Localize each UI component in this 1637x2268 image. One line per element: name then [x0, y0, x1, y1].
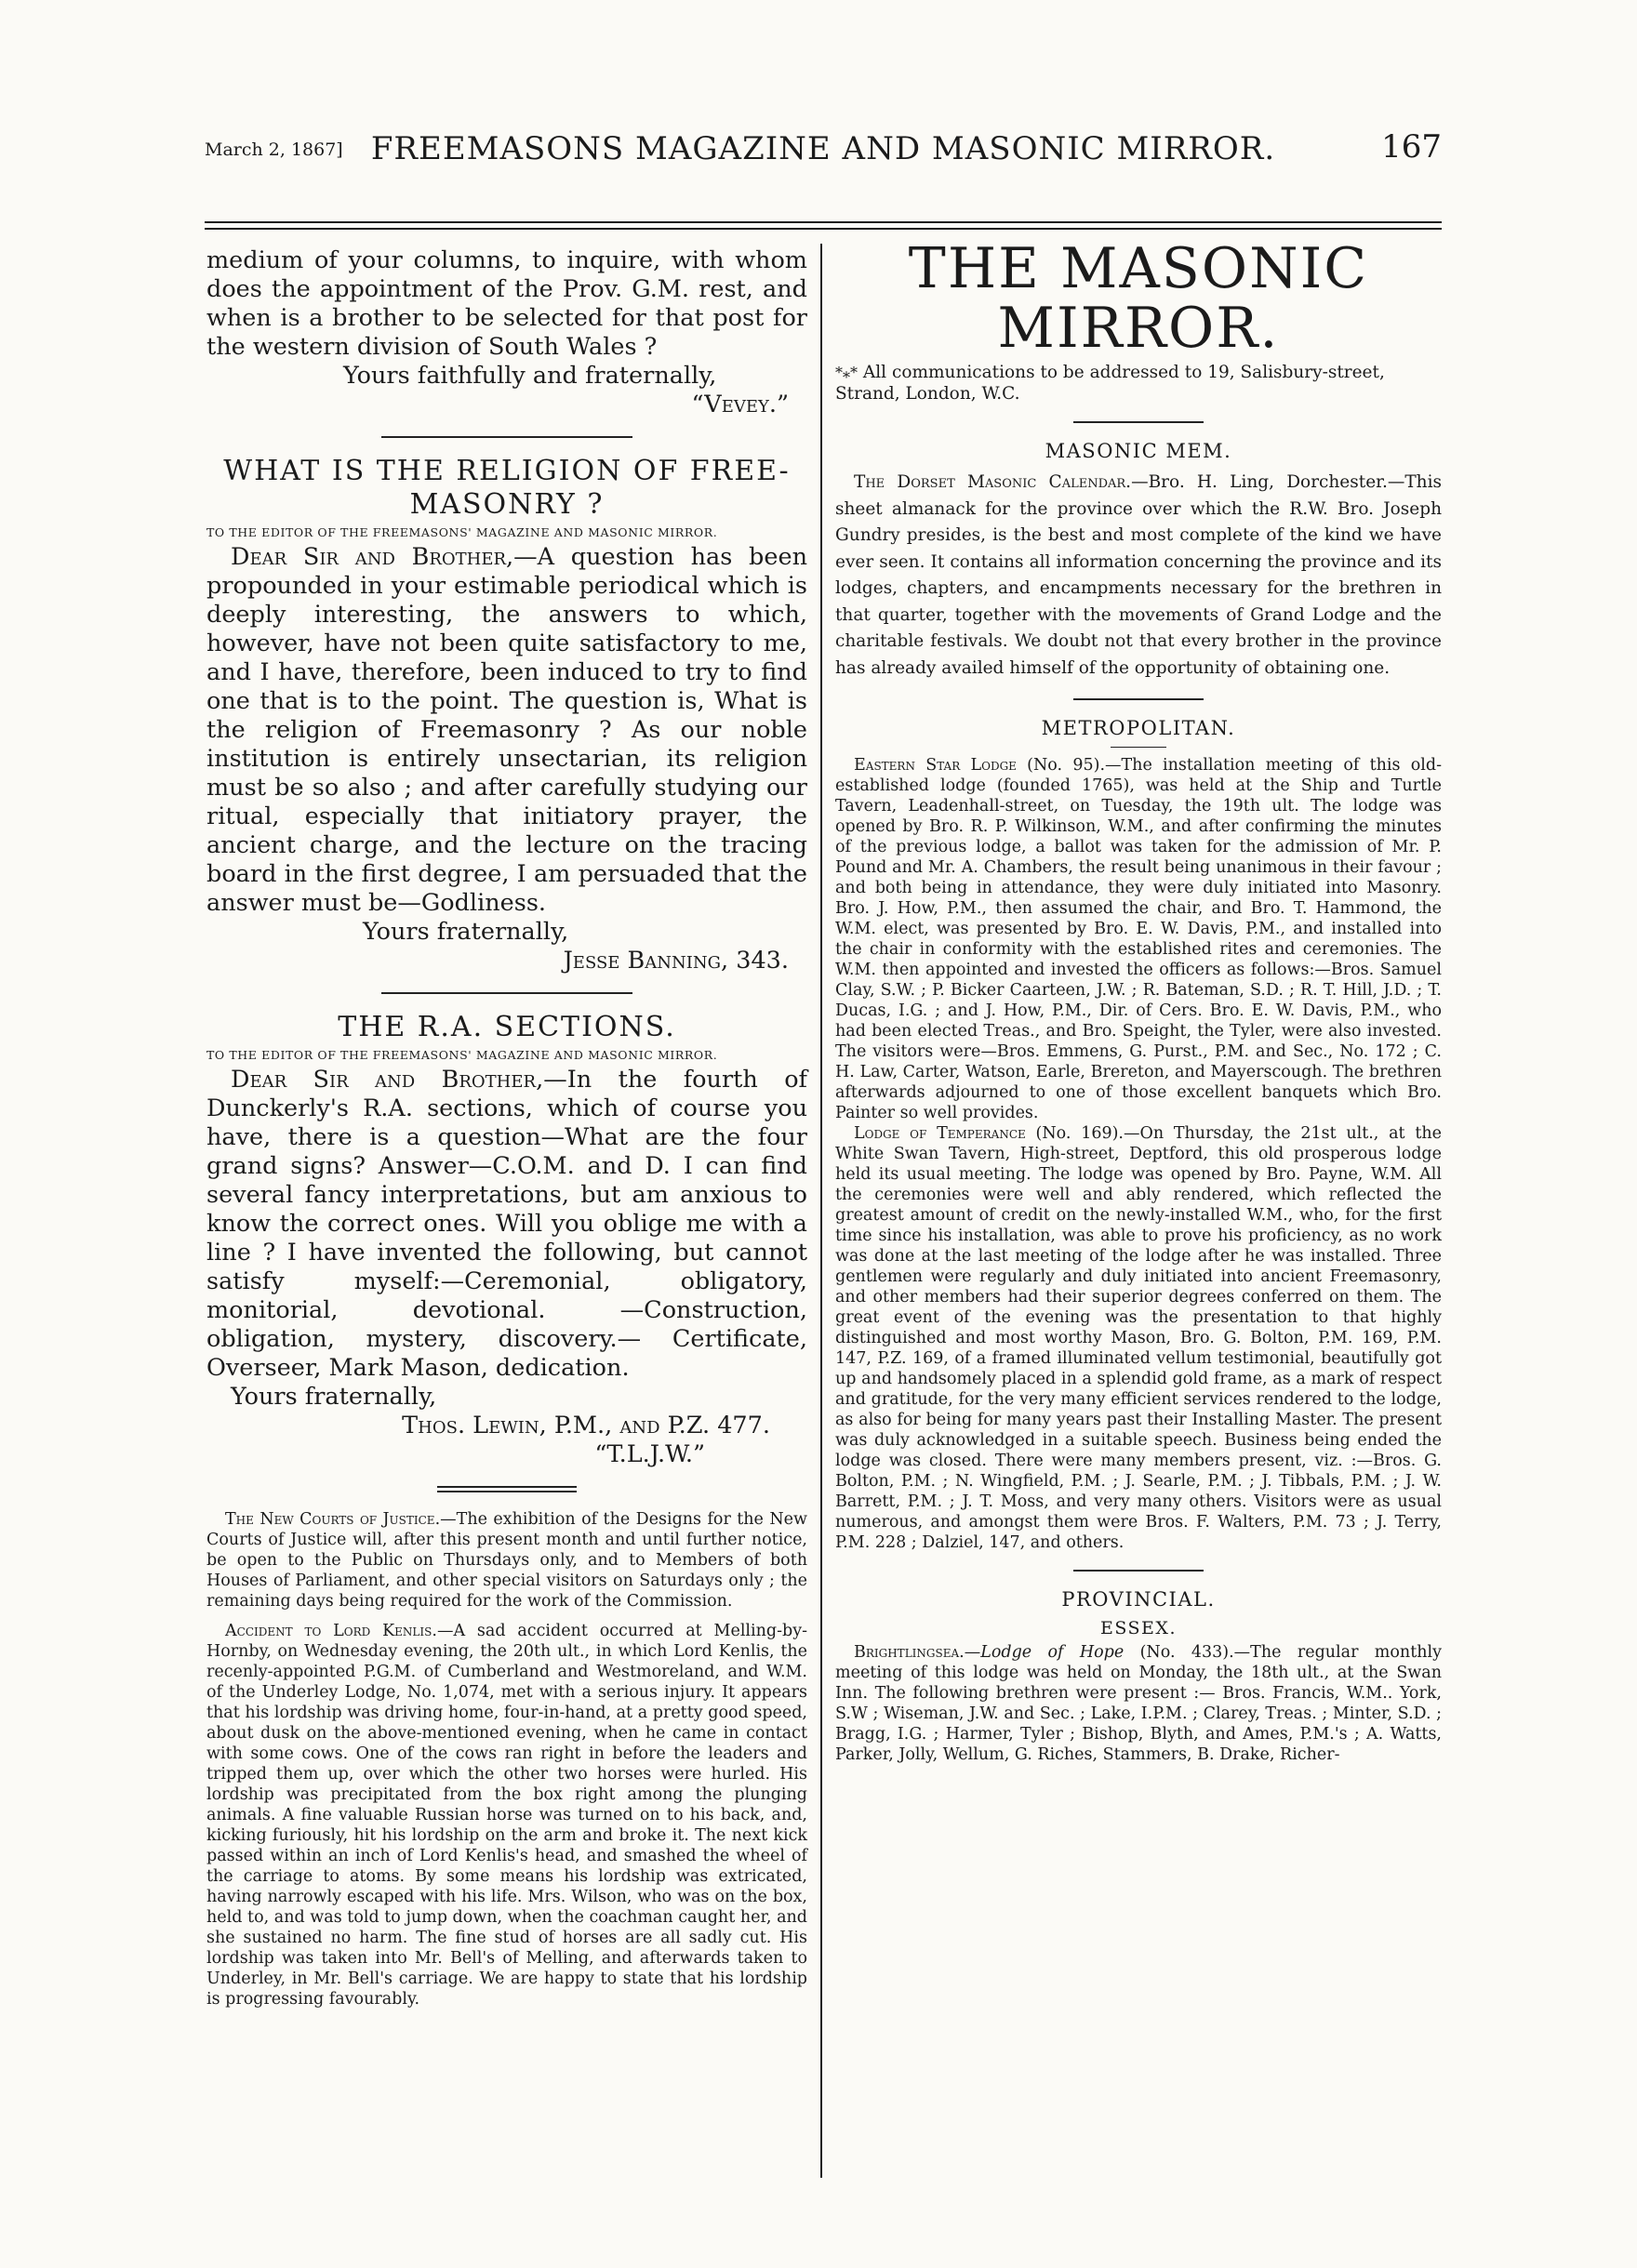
letter-ra-sections	[206, 1011, 807, 1469]
publication-title: FREEMASONS MAGAZINE AND MASONIC MIRROR.	[370, 130, 1276, 167]
letter-closing: Yours fraternally,	[363, 918, 569, 946]
masonic-mirror-title: THE MASONIC MIRROR.	[908, 236, 1369, 361]
column-divider	[820, 244, 822, 2178]
section-rule	[381, 992, 632, 994]
letter-signature: Thos. Lewin, P.M., and P.Z. 477.	[402, 1412, 770, 1439]
issue-date: March 2, 1867]	[205, 139, 343, 160]
salutation: Dear Sir and Brother,	[231, 543, 514, 571]
letter-religion	[206, 455, 807, 975]
lodge-name: —Lodge of Hope	[964, 1643, 1125, 1662]
header-rule-bottom	[205, 228, 1442, 230]
section-rule	[1073, 1570, 1204, 1572]
section-rule	[381, 436, 632, 438]
metropolitan-section	[835, 717, 1442, 1553]
salutation: Dear Sir and Brother,	[231, 1066, 544, 1094]
right-column	[835, 236, 1442, 1765]
section-rule	[1073, 698, 1204, 700]
mem-lead: The Dorset Masonic Calendar.	[854, 472, 1132, 492]
report-text: (No. 169).—On Thursday, the 21st ult., at the White Swan Tavern, High-street, Deptford, this old prosperous lodge held its usual meeting. The lodge was opened by Bro. Payne, W.M. All the ceremonies were well and ably rendered, which reflected the greatest amount of credit on the newly-installed W.M., who, for the first time since his installation, was able to prove his proficiency, as no work was done at the last meeting of the lodge after he was installed. Three gentlemen were regularly and duly initiated into ancient Freemasonry, and other members had their superior degrees conferred on them. The great event of the evening was the presentation to that highly distinguished and most worthy Mason, Bro. G. Bolton, P.M. 169, P.M. 147, P.Z. 169, of a framed illuminated vellum testimonial, beautifully got up and handsomely placed in a splendid gold frame, as a mark of respect and gratitude, for the very many efficient services rendered to the lodge, as also for being for many years past their Installing Master. The present was duly acknowledged in a suitable speech. Business being ended the lodge was closed. There were many members present, viz. :—Bros. G. Bolton, P.M. ; N. Wingfield, P.M. ; J. Searle, P.M. ; J. Tibbals, P.M. ; J. W. Barrett, P.M. ; J. T. Moss, and very many others. Visitors were as usual numerous, and amongst them were Bros. F. Walters, P.M. 73 ; J. Terry, P.M. 228 ; Dalziel, 147, and others.	[835, 1124, 1442, 1552]
section-heading: METROPOLITAN.	[1041, 717, 1236, 739]
letter-body	[206, 1066, 807, 1383]
asterism: *⁎*	[835, 364, 858, 381]
letter-initials: “T.L.J.W.”	[594, 1440, 705, 1468]
note-lead: Accident to Lord Kenlis.	[225, 1622, 437, 1640]
note-lord-kenlis	[206, 1621, 807, 2009]
report-brightlingsea	[835, 1642, 1442, 1765]
report-lead: Eastern Star Lodge	[854, 756, 1017, 775]
page-number: 167	[1381, 128, 1442, 166]
heading-rule	[1111, 747, 1166, 748]
to-editor-line: TO THE EDITOR OF THE FREEMASONS' MAGAZINE AND MASONIC MIRROR.	[206, 1048, 718, 1062]
report-text: (No. 95).—The installation meeting of this old-established lodge (founded 1765), was held at the Ship and Turtle Tavern, Leadenhall-street, on Tuesday, the 19th ult. The lodge was opened by Bro. R. P. Wilkinson, W.M., and after confirming the minutes of the previous lodge, a ballot was taken for the admission of Mr. P. Pound and Mr. A. Chambers, the result being unanimous in their favour ; and both being in attendance, they were duly initiated into Masonry. Bro. J. How, P.M., then assumed the chair, and Bro. T. Hammond, the W.M. elect, was presented by Bro. E. W. Davis, P.M., and installed into the chair in conformity with the established rites and ceremonies. The W.M. then appointed and invested the officers as follows:—Bros. Samuel Clay, S.W. ; P. Bicker Caarteen, J.W. ; R. Bateman, S.D. ; R. T. Hill, J.D. ; T. Ducas, I.G. ; and J. How, P.M., Dir. of Cers. Bro. E. W. Davis, P.M., who had been elected Treas., and Bro. Speight, the Tyler, were also invested. The visitors were—Bros. Emmens, G. Purst., P.M. and Sec., No. 172 ; C. H. Law, Carter, Watson, Earle, Brereton, and Mayerscough. The brethren afterwards adjourned to one of those excellent banquets which Bro. Painter so well provides.	[835, 756, 1442, 1122]
provincial-section	[835, 1588, 1442, 1765]
note-new-courts	[206, 1509, 807, 1611]
report-text: (No. 433).—The regular monthly meeting of this lodge was held on Monday, the 18th ult., at the Swan Inn. The following brethren were present :— Bros. Francis, W.M.. York, S.W ; Wiseman, J.W. and Sec. ; Lake, I.P.M. ; Clarey, Treas. ; Minter, S.D. ; Bragg, I.G. ; Harmer, Tyler ; Bishop, Blyth, and Ames, P.M.'s ; A. Watts, Parker, Jolly, Wellum, G. Riches, Stammers, B. Drake, Richer-	[835, 1643, 1442, 1764]
report-lead: Lodge of Temperance	[854, 1124, 1026, 1143]
report-lead: Brightlingsea.	[854, 1643, 965, 1662]
body-text: —A question has been propounded in your estimable periodical which is deeply interesting, the answers to which, however, have not been quite satisfactory to me, and I have, therefore, been induced to try to find one that is to the point. The question is, What is the religion of Freemasonry ? As our noble institution is entirely unsectarian, its religion must be so also ; and after carefully studying our ritual, especially that initiatory prayer, the ancient charge, and the lecture on the tracing board in the first degree, I am persuaded that the answer must be—Godliness.	[206, 543, 807, 917]
note-body: —The exhibition of the Designs for the New Courts of Justice will, after this present month and until further notice, be open to the Public on Thursdays only, and to Members of both Houses of Parliament, and other special visitors on Saturdays only ; the remaining days being required for the work of the Commission.	[206, 1510, 807, 1611]
to-editor-line: TO THE EDITOR OF THE FREEMASONS' MAGAZINE AND MASONIC MIRROR.	[206, 525, 718, 539]
letter-closing: Yours fraternally,	[231, 1383, 437, 1411]
body-text: —In the fourth of Dunckerly's R.A. sections, which of course you have, there is a question—What are the four grand signs? Answer—C.O.M. and D. I can find several fancy interpretations, but am anxious to know the correct ones. Will you oblige me with a line ? I have invented the following, but cannot satisfy myself:—Ceremonial, obligatory, monitorial, devotional. —Construction, obligation, mystery, discovery.— Certificate, Overseer, Mark Mason, dedication.	[206, 1066, 807, 1382]
masonic-mem-section	[835, 440, 1442, 682]
note-body: —A sad accident occurred at Melling-by-Hornby, on Wednesday evening, the 20th ult., in which Lord Kenlis, the recenly-appointed P.G.M. of Cumberland and Westmoreland, and W.M. of the Underley Lodge, No. 1,074, met with a serious injury. It appears that his lordship was driving home, four-in-hand, at a pretty good speed, about dusk on the above-mentioned evening, when he came in contact with some cows. One of the cows ran right in before the leaders and tripped them up, over which the other two horses were hurled. His lordship was precipitated from the box right among the plunging animals. A fine valuable Russian horse was turned on to his back, and, kicking furiously, hit his lordship on the arm and broke it. The next kick passed within an inch of Lord Kenlis's head, and smashed the wheel of the carriage to atoms. By some means his lordship was extricated, having narrowly escaped with his life. Mrs. Wilson, who was on the box, held to, and was told to jump down, when the coachman caught her, and she sustained no harm. The fine stud of horses are all sadly cut. His lordship was taken into Mr. Bell's of Melling, and afterwards taken to Underley, in Mr. Bell's carriage. We are happy to state that his lordship is progressing favourably.	[206, 1622, 807, 2009]
letter-body	[206, 543, 807, 918]
communications-notice	[835, 362, 1442, 405]
letter-closing: Yours faithfully and fraternally,	[343, 362, 717, 390]
note-lead: The New Courts of Justice.	[225, 1510, 441, 1529]
notes-block	[206, 1509, 807, 2009]
section-heading: PROVINCIAL.	[1061, 1588, 1216, 1611]
letter-signature: “Vevey.”	[691, 391, 789, 418]
double-rule	[437, 1486, 577, 1492]
letter-signature: Jesse Banning, 343.	[563, 947, 789, 975]
left-column	[206, 246, 807, 2009]
letter-vevey	[206, 246, 807, 419]
report-temperance	[835, 1123, 1442, 1553]
section-rule	[1073, 421, 1204, 423]
letter-heading: WHAT IS THE RELIGION OF FREE-MASONRY ?	[223, 455, 791, 521]
header-rule-top	[205, 221, 1442, 223]
county-heading: ESSEX.	[1099, 1618, 1177, 1638]
letter-body: medium of your columns, to inquire, with whom does the appointment of the Prov. G.M. rest, and when is a brother to be selected for that post for the western division of South Wales ?	[206, 246, 807, 361]
letter-heading: THE R.A. SECTIONS.	[338, 1011, 676, 1043]
notice-text: All communications to be addressed to 19, Salisbury-street, Strand, London, W.C.	[835, 363, 1385, 404]
report-eastern-star	[835, 755, 1442, 1123]
section-heading: MASONIC MEM.	[1045, 440, 1232, 462]
mem-body	[835, 470, 1442, 682]
running-header	[205, 119, 1442, 175]
mem-text: —Bro. H. Ling, Dorchester.—This sheet almanack for the province over which the R.W. Bro. Joseph Gundry presides, is the best and most complete of the kind we have ever seen. It contains all information concerning the province and its lodges, chapters, and encampments necessary for the brethren in that quarter, together with the movements of Grand Lodge and the charitable festivals. We doubt not that every brother in the province has already availed himself of the opportunity of obtaining one.	[835, 472, 1442, 678]
